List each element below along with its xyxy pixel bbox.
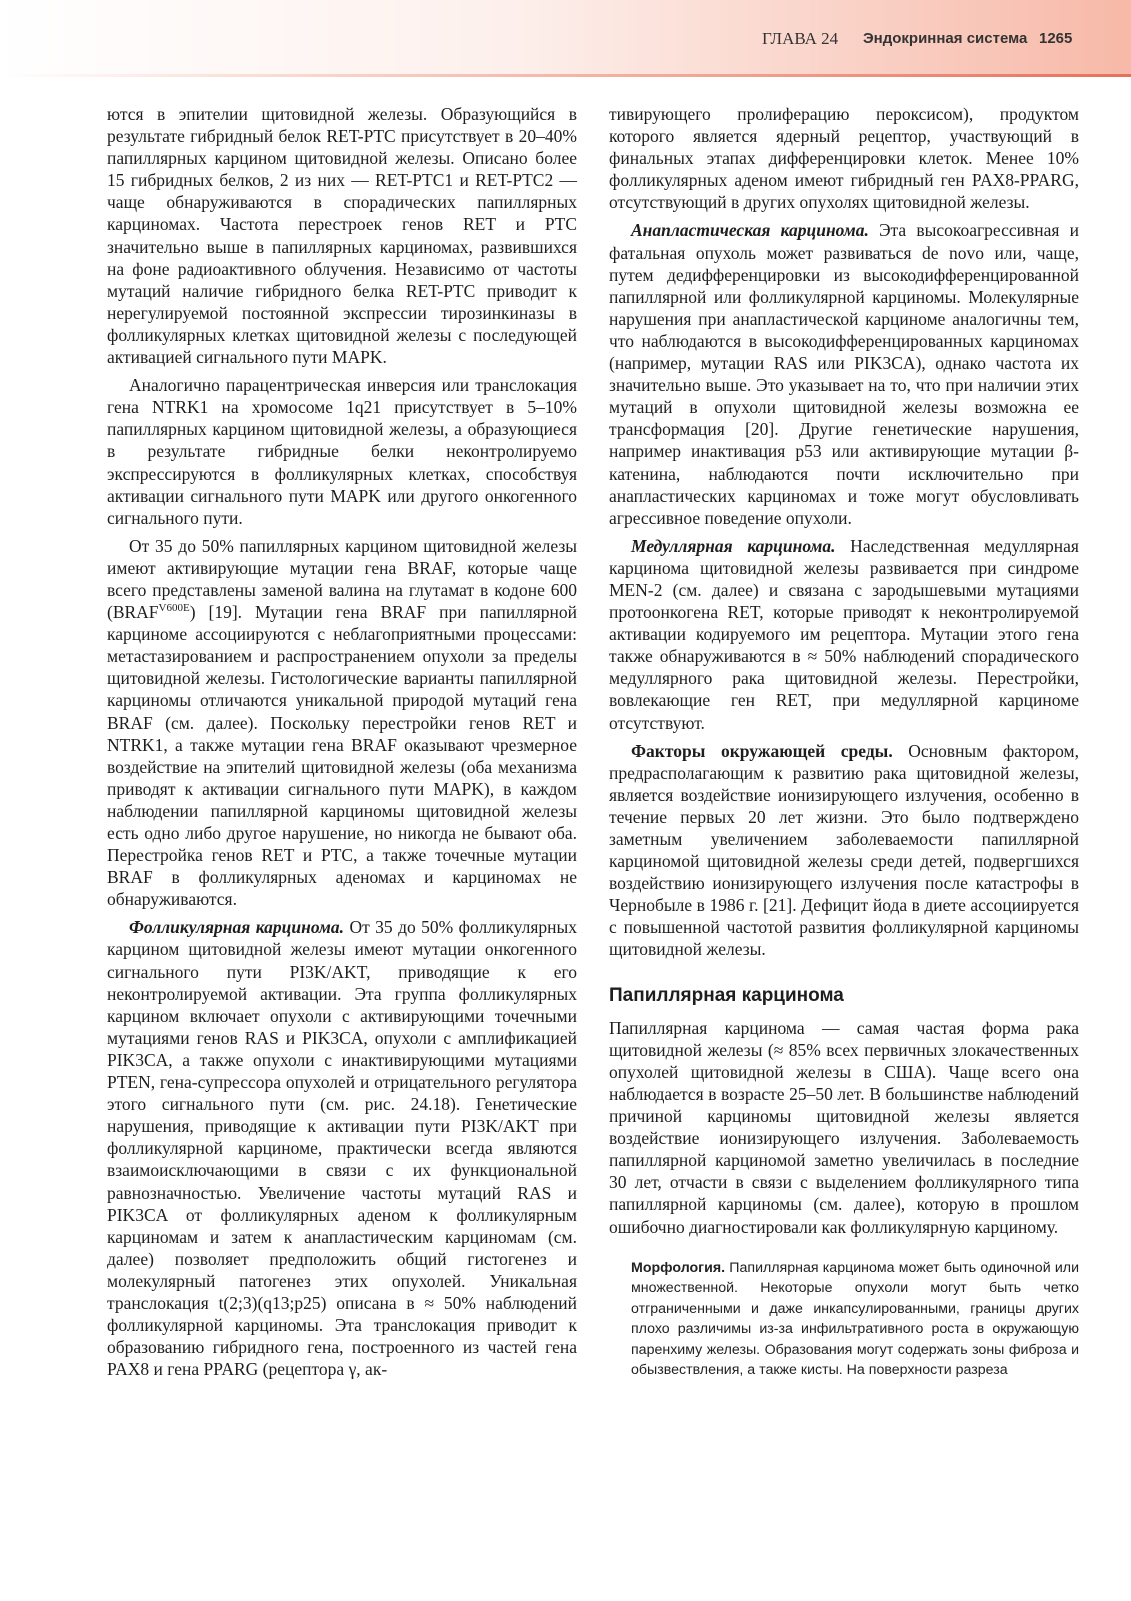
right-column xyxy=(609,103,1079,1381)
paragraph xyxy=(107,535,577,911)
morphology-box xyxy=(609,1258,1079,1381)
morphology-heading: Морфология. xyxy=(631,1259,726,1276)
paragraph-text: ) [19]. Мутации гена BRAF при папиллярной карциноме ассоциируются с неблагоприятными процессами: метастазированием и распространением опухоли за пределы щитовидной железы. Гистологические варианты папиллярной карциномы отличаются уникальной природой мутаций гена BRAF (см. далее). Поскольку перестройки генов RET и NTRK1, а также мутации гена BRAF оказывают чрезмерное воздействие на эпителий щитовидной железы (оба механизма приводят к активации сигнального пути MAPK), в каждом наблюдении папиллярной карциномы щитовидной железы есть одно либо другое нарушение, но никогда не бывают оба. Перестройка генов RET и PTC, а также точечные мутации BRAF в фолликулярных аденомах и карциномах не обнаруживаются. xyxy=(107,602,577,910)
paragraph xyxy=(609,535,1079,734)
paragraph xyxy=(609,740,1079,961)
chapter-label: ГЛАВА 24 xyxy=(762,29,839,48)
paragraph: Аналогично парацентрическая инверсия или транслокация гена NTRK1 на хромосоме 1q21 присутствует в 5–10% папиллярных карцином щитовидной железы, а образующиеся в результате гибридные белки неконтролируемо экспрессируются в фолликулярных клетках, способствуя активации сигнального пути MAPK или другого онкогенного сигнального пути. xyxy=(107,375,577,528)
run-in-heading: Медуллярная карцинома. xyxy=(631,535,836,556)
run-in-heading: Фолликулярная карцинома. xyxy=(129,917,345,938)
chapter-title: Эндокринная система xyxy=(863,30,1028,47)
header-rule xyxy=(0,74,1131,77)
paragraph-text: От 35 до 50% папиллярных карцином щитовидной железы имеют активирующие мутации гена BRAF, которые чаще всего представлены заменой валина на глутамат в кодоне 600 (BRAF xyxy=(107,535,577,623)
paragraph-text: От 35 до 50% фолликулярных карцином щитовидной железы имеют мутации онкогенного сигнального пути PI3K/AKT, приводящие к его неконтролируемой активации. Эта группа фолликулярных карцином включает опухоли с активирующими точечными мутациями генов RAS и PIK3CA, опухоли с амплификацией PIK3CA, а также опухоли с инактивирующими мутациями PTEN, гена-супрессора опухолей и отрицательного регулятора этого сигнального пути (см. рис. 24.18). Генетические нарушения, приводящие к активации пути PI3K/AKT при фолликулярной карциноме, практически всегда являются взаимоисключающими в связи с их функциональной равнозначностью. Увеличение частоты мутаций RAS и PIK3CA от фолликулярных аденом к фолликулярным карциномам и затем к анапластическим карциномам (см. далее) позволяет предположить общий гистогенез и молекулярный патогенез этих опухолей. Уникальная транслокация t(2;3)(q13;p25) описана в ≈ 50% наблюдений фолликулярной карциномы. Эта транслокация приводит к образованию гибридного гена, построенного из частей гена PAX8 и гена PPARG (рецептора γ, ак- xyxy=(107,917,577,1380)
paragraph xyxy=(609,219,1079,528)
section-heading: Папиллярная карцинома xyxy=(609,984,844,1006)
run-in-heading: Факторы окружающей среды. xyxy=(631,740,893,761)
left-column xyxy=(107,103,577,1380)
run-in-heading: Анапластическая карцинома. xyxy=(631,220,869,241)
morphology-text: Папиллярная карцинома может быть одиночной или множественной. Некоторые опухоли могут быть четко отграниченными и даже инкапсулированными, границы других плохо различимы из-за инфильтративного роста в окружающую паренхиму железы. Образования могут содержать зоны фиброза и обызвествления, а также кисты. На поверхности разреза xyxy=(631,1259,1079,1379)
superscript: V600E xyxy=(158,602,190,615)
paragraph-text: Эта высокоагрессивная и фатальная опухоль может развиваться de novo или, чаще, путем дедифференцировки из высокодифференцированной папиллярной или фолликулярной карциномы. Молекулярные нарушения при анапластической карциноме аналогичны тем, что наблюдаются в высокодифференцированных карциномах (например, мутации RAS или PIK3CA), однако частота их значительно выше. Это указывает на то, что при наличии этих мутаций в опухоли щитовидной железы возможна ее трансформация [20]. Другие генетические нарушения, например инактивация p53 или активирующие мутации β-катенина, наблюдаются почти исключительно при анапластических карциномах и тоже могут обусловливать агрессивное поведение опухоли. xyxy=(609,220,1079,528)
paragraph: Папиллярная карцинома — самая частая форма рака щитовидной железы (≈ 85% всех первичных злокачественных опухолей щитовидной железы в США). Чаще всего она наблюдается в возрасте 25–50 лет. В большинстве наблюдений причиной карциномы щитовидной железы является воздействие ионизирующего излучения. Заболеваемость папиллярной карциномой заметно увеличилась в последние 30 лет, отчасти в связи с выделением фолликулярного типа папиллярной карциномы (см. далее), которую в прошлом ошибочно диагностировали как фолликулярную карциному. xyxy=(609,1017,1079,1237)
paragraph-text: Наследственная медуллярная карцинома щитовидной железы развивается при синдроме MEN-2 (см. далее) и связана с зародышевыми мутациями протоонкогена RET, которые приводят к неконтролируемой активации кодируемого им рецептора. Мутации этого гена также обнаруживаются в ≈ 50% наблюдений спорадического медуллярного рака щитовидной железы. Перестройки, вовлекающие ген RET, при медуллярной карциноме отсутствуют. xyxy=(609,535,1079,733)
paragraph xyxy=(107,916,577,1380)
paragraph-text: Основным фактором, предрасполагающим к развитию рака щитовидной железы, является воздействие ионизирующего излучения, особенно в течение первых 20 лет жизни. Это было подтверждено заметным увеличением заболеваемости папиллярной карциномой щитовидной железы среди детей, подвергшихся воздействию ионизирующего излучения после катастрофы в Чернобыле в 1986 г. [21]. Дефицит йода в диете ассоциируется с повышенной частотой развития фолликулярной карциномы щитовидной железы. xyxy=(609,740,1079,960)
paragraph: тивирующего пролиферацию пероксисом), продуктом которого является ядерный рецептор, участвующий в финальных этапах дифференцировки клеток. Менее 10% фолликулярных аденом имеют гибридный ген PAX8-PPARG, отсутствующий в других опухолях щитовидной железы. xyxy=(609,104,1079,213)
paragraph: ются в эпителии щитовидной железы. Образующийся в результате гибридный белок RET-PTC присутствует в 20–40% папиллярных карцином щитовидной железы. Описано более 15 гибридных белков, 2 из них — RET-PTC1 и RET-PTC2 — чаще обнаруживаются в спорадических папиллярных карциномах. Частота перестроек генов RET и PTC значительно выше в папиллярных карциномах, развившихся на фоне радиоактивного облучения. Независимо от частоты мутаций наличие гибридного белка RET-PTC приводит к нерегулируемой постоянной экспрессии тирозинкиназы в фолликулярных клетках щитовидной железы с последующей активацией сигнального пути MAPK. xyxy=(107,104,577,368)
page-number: 1265 xyxy=(1039,30,1073,47)
